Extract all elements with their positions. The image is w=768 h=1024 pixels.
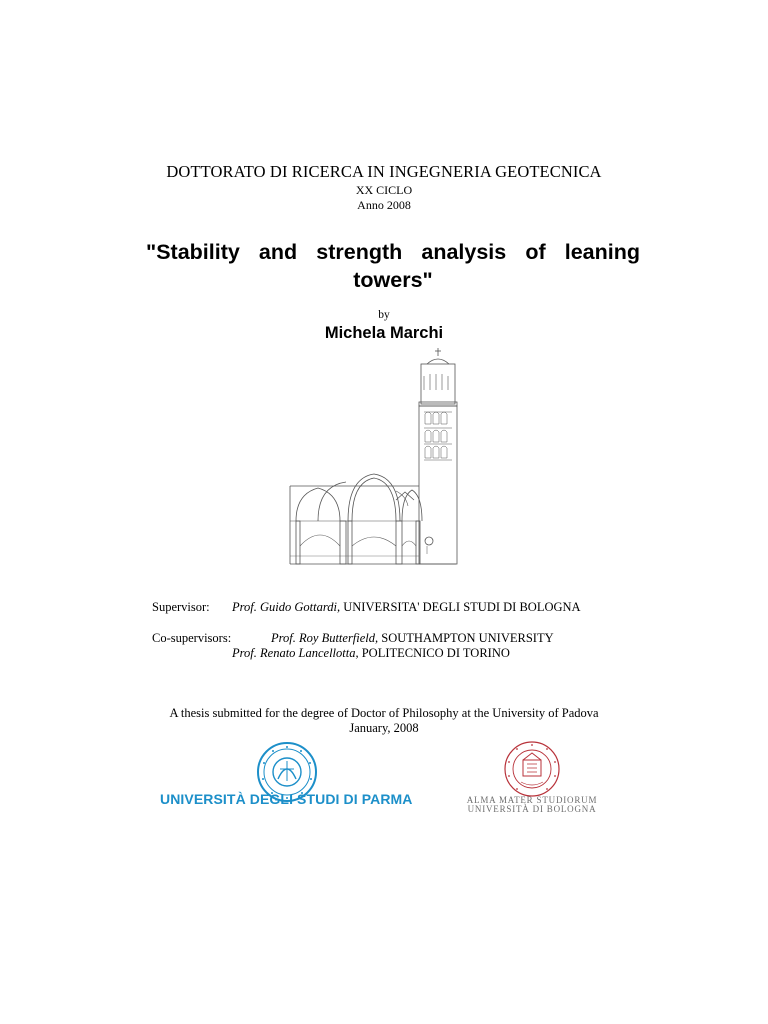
- parma-logo-text: UNIVERSITÀ DEGLI STUDI DI PARMA: [160, 791, 413, 807]
- bologna-logo-line1: ALMA MATER STUDIORUM: [466, 795, 598, 805]
- by-label: by: [378, 309, 390, 321]
- cosupervisor-name: Prof. Renato Lancellotta,: [232, 646, 359, 660]
- cosupervisor-affiliation: POLITECNICO DI TORINO: [358, 646, 510, 660]
- thesis-title: "Stability and strength analysis of leaning towers": [146, 240, 640, 292]
- cosupervisor-line: [232, 646, 510, 661]
- submission-date: January, 2008: [349, 721, 419, 735]
- bologna-logo-line2: UNIVERSITÀ DI BOLOGNA: [467, 804, 597, 814]
- thesis-statement: A thesis submitted for the degree of Doctor of Philosophy at the University of Padova: [169, 706, 599, 720]
- program-title: DOTTORATO DI RICERCA IN INGEGNERIA GEOTECNICA: [166, 162, 602, 181]
- supervisor-name: Prof. Guido Gottardi,: [232, 600, 341, 614]
- author-name: Michela Marchi: [324, 324, 444, 342]
- cosupervisor-name: Prof. Roy Butterfield,: [271, 631, 379, 645]
- cosupervisors-label: Co-supervisors:: [152, 631, 232, 645]
- church-tower-drawing: [288, 346, 458, 566]
- cosupervisor-affiliation: SOUTHAMPTON UNIVERSITY: [378, 631, 554, 645]
- bologna-seal-icon: [503, 740, 561, 798]
- supervisor-line: [232, 600, 581, 615]
- cycle-label: XX CICLO: [355, 183, 413, 197]
- year-label: Anno 2008: [357, 198, 411, 212]
- supervisor-affiliation: UNIVERSITA' DEGLI STUDI DI BOLOGNA: [340, 600, 581, 614]
- cosupervisor-line: [271, 631, 554, 646]
- supervisor-label: Supervisor:: [152, 600, 210, 614]
